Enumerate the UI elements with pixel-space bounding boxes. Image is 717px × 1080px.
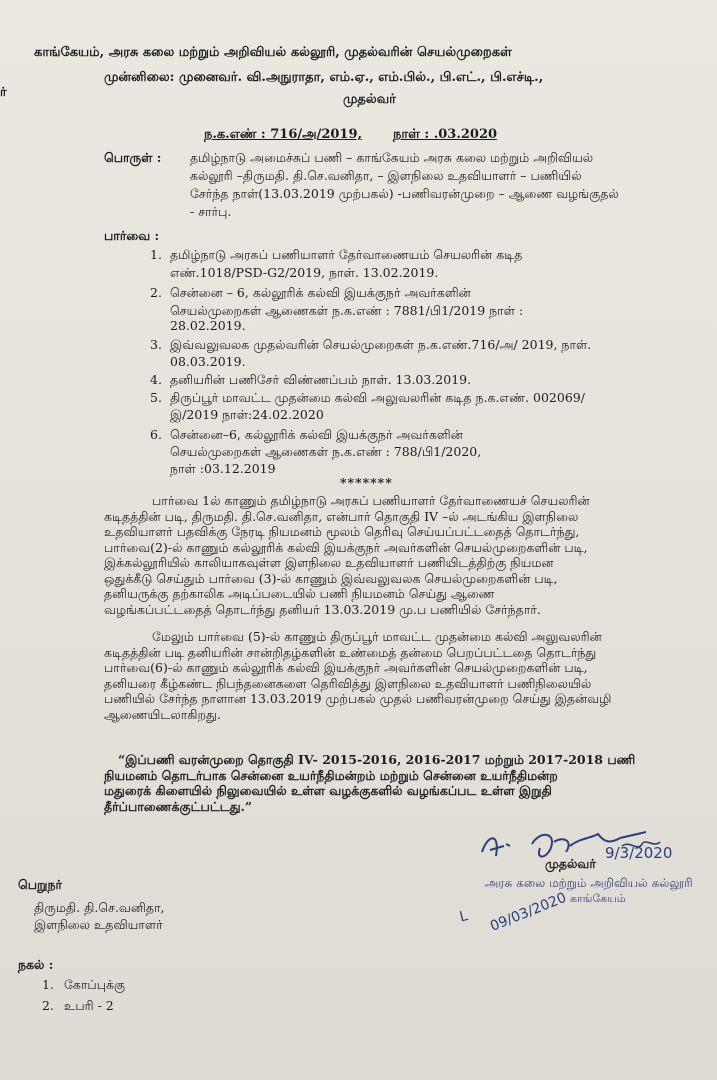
reference-item-line: சென்னை–6, கல்லூரிக் கல்வி இயக்குநர் அவர்களின்: [170, 427, 463, 442]
subject-line-1: தமிழ்நாடு அமைச்சுப் பணி – காங்கேயம் அரசு கலை மற்றும் அறிவியல்: [190, 150, 594, 165]
principal-signature: [470, 822, 710, 882]
copy-label: நகல் :: [18, 957, 54, 972]
paragraph-line: வழங்கப்பட்டதைத் தொடர்ந்து தனியர் 13.03.2019 மு.ப பணியில் சேர்ந்தார்.: [104, 601, 541, 617]
paragraph-line: பார்வை 1ல் காணும் தமிழ்நாடு அரசுப் பணியாளர் தேர்வாணையச் செயலரின்: [152, 493, 590, 508]
margin-mark: ர்: [0, 84, 7, 99]
recipient-name: திருமதி. தி.செ.வனிதா,: [34, 900, 165, 915]
reference-item-line: செயல்முறைகள் ஆணைகள் ந.க.எண் : 788/பி1/2020,: [170, 444, 482, 459]
reference-item-line: செயல்முறைகள் ஆணைகள் ந.க.எண் : 7881/பி1/2019 நாள் :: [170, 303, 524, 318]
references-label: பார்வை :: [104, 228, 160, 243]
reference-item-line: நாள் :03.12.2019: [170, 461, 276, 476]
reference-item-number: 5.: [150, 390, 162, 405]
reference-item-number: 1.: [150, 247, 162, 262]
reference-item-line: தமிழ்நாடு அரசுப் பணியாளர் தேர்வாணையம் செயலரின் கடித: [170, 247, 523, 262]
paragraph-line: மதுரைக் கிளையில் நிலுவையில் உள்ள வழக்குகளில் வழங்கப்பட உள்ள இறுதி: [104, 783, 552, 798]
reference-item-number: 3.: [150, 337, 162, 352]
recipient-label: பெறுநர்: [18, 877, 63, 892]
reference-item-line: சென்னை – 6, கல்லூரிக் கல்வி இயக்குநர் அவர்களின்: [170, 285, 471, 300]
body-paragraph-quote: [104, 752, 676, 814]
reference-item-line: 08.03.2019.: [170, 354, 246, 369]
received-date: 09/03/2020: [488, 889, 569, 935]
reference-item-line: திருப்பூர் மாவட்ட முதன்மை கல்வி அலுவலரின் கடித ந.க.எண். 002069/: [170, 390, 585, 405]
principal-title: முதல்வர்: [343, 92, 396, 107]
copy-item: கோப்புக்கு: [64, 977, 126, 992]
paragraph-line: ஆணையிடலாகிறது.: [104, 706, 221, 722]
signature-date: 9/3/2020: [605, 844, 673, 862]
paragraph-line: மேலும் பார்வை (5)-ல் காணும் திருப்பூர் மாவட்ட முதன்மை கல்வி அலுவலரின்: [152, 629, 602, 644]
paragraph-line: பார்வை(2)-ல் காணும் கல்லூரிக் கல்வி இயக்குநர் அவர்களின் செயல்முறைகளின் படி,: [104, 539, 588, 555]
paragraph-line: “இப்பணி வரன்முறை தொகுதி IV- 2015-2016, 2016-2017 மற்றும் 2017-2018 பணி: [118, 752, 636, 767]
subject-line-2: கல்லூரி –திருமதி. தி.செ.வனிதா, – இளநிலை உதவியாளர் – பணியில்: [190, 168, 582, 183]
reference-item-line: இ/2019 நாள்:24.02.2020: [170, 407, 324, 422]
reference-item-line: 28.02.2019.: [170, 318, 246, 333]
copy-item-number: 2.: [42, 998, 54, 1013]
paragraph-line: தனியரை கீழ்கண்ட நிபந்தனைகளை தெரிவித்து இளநிலை உதவியாளர் பணிநிலையில்: [104, 675, 592, 691]
paragraph-line: தீர்ப்பாணைக்குட்பட்டது.”: [104, 798, 253, 814]
seal-line-1: அரசு கலை மற்றும் அறிவியல் கல்லூரி: [485, 876, 693, 890]
reference-item-line: தனியரின் பணிசேர் விண்ணப்பம் நாள். 13.03.2019.: [170, 372, 472, 387]
signature-title: முதல்வர்: [545, 856, 596, 871]
college-header: காங்கேயம், அரசு கலை மற்றும் அறிவியல் கல்லூரி, முதல்வரின் செயல்முறைகள்: [34, 45, 512, 60]
paragraph-line: கடிதத்தின் படி, திருமதி. தி.செ.வனிதா, என்பார் தொகுதி IV –ல் அடங்கிய இளநிலை: [104, 508, 579, 524]
paragraph-line: நியமனம் தொடர்பாக சென்னை உயர்நீதிமன்றம் மற்றும் சென்னை உயர்நீதிமன்ற: [104, 767, 558, 783]
reference-number: ந.க.எண் : 716/அ/2019,: [204, 127, 363, 142]
separator-stars: *******: [340, 475, 393, 490]
subject-line-4: - சார்பு.: [190, 204, 232, 219]
received-initial: L: [458, 908, 470, 926]
reference-item-number: 4.: [150, 372, 162, 387]
reference-item-number: 2.: [150, 285, 162, 300]
seal-line-2: காங்கேயம்: [570, 892, 626, 905]
presence-line: முன்னிலை: முனைவர். வி.அநுராதா, எம்.ஏ., எம்.பில்., பி.எட்., பி.எச்டி.,: [104, 70, 544, 85]
reference-date: நாள் : .03.2020: [393, 127, 498, 142]
paragraph-line: இக்கல்லூரியில் காலியாகவுள்ள இளநிலை உதவியாளர் பணியிடத்திற்கு நியமன: [104, 555, 554, 570]
subject-label: பொருள் :: [104, 150, 162, 165]
paragraph-line: பார்வை(6)-ல் காணும் கல்லூரிக் கல்வி இயக்குநர் அவர்களின் செயல்முறைகளின் படி,: [104, 660, 588, 675]
paragraph-line: தனியருக்கு தற்காலிக அடிப்படையில் பணி நியமனம் செய்து ஆணை: [104, 586, 495, 601]
reference-item-line: இவ்வலுவலக முதல்வரின் செயல்முறைகள் ந.க.எண்.716/அ/ 2019, நாள்.: [170, 337, 592, 352]
reference-item-number: 6.: [150, 427, 162, 442]
reference-item-line: எண்.1018/PSD-G2/2019, நாள். 13.02.2019.: [170, 265, 439, 280]
subject-line-3: சேர்ந்த நாள்(13.03.2019 முற்பகல்) -பணிவரன்முறை – ஆணை வழங்குதல்: [190, 186, 619, 201]
recipient-designation: இளநிலை உதவியாளர்: [34, 917, 163, 932]
copy-item-number: 1.: [42, 977, 54, 992]
paragraph-line: பணியில் சேர்ந்த நாளான 13.03.2019 முற்பகல் முதல் பணிவரன்முறை செய்து இதன்வழி: [104, 691, 612, 706]
body-paragraph-2: [104, 629, 676, 722]
paragraph-line: உதவியாளர் பதவிக்கு நேரடி நியமனம் மூலம் தெரிவு செய்யப்பட்டதைத் தொடர்ந்து,: [104, 524, 580, 539]
paragraph-line: கடிதத்தின் படி தனியரின் சான்றிதழ்களின் உண்மைத் தன்மை பெறப்பட்டதை தொடர்ந்து: [104, 644, 597, 660]
copy-item: உபரி - 2: [64, 998, 114, 1013]
paragraph-line: ஒதுக்கீடு செய்தும் பார்வை (3)-ல் காணும் இவ்வலுவலக செயல்முறைகளின் படி,: [104, 570, 558, 586]
body-paragraph-1: [104, 493, 676, 617]
